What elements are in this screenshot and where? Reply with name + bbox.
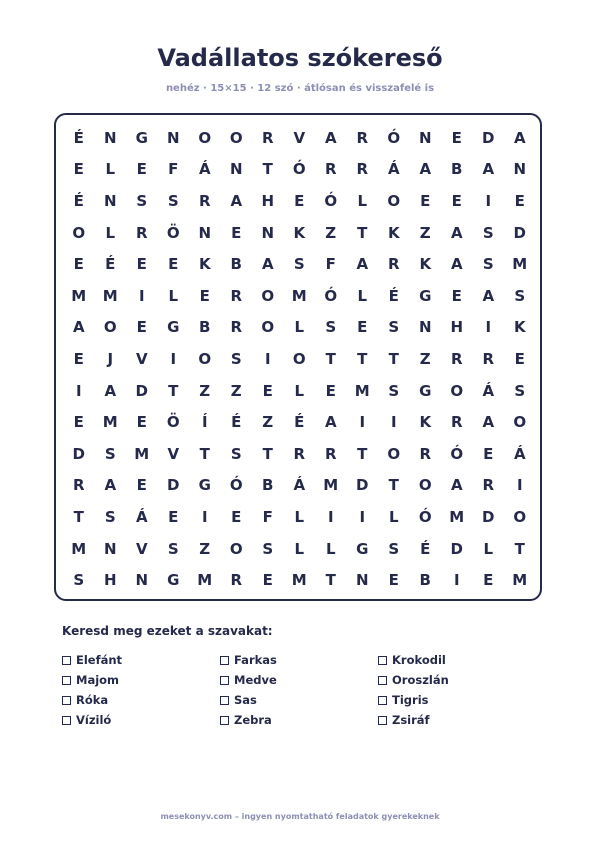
grid-cell[interactable]: I [359,507,366,526]
grid-cell[interactable]: G [167,318,180,337]
grid-cell[interactable]: L [388,507,399,526]
grid-cell[interactable]: S [388,539,400,558]
checkbox[interactable] [62,656,71,665]
grid-cell[interactable]: T [514,539,525,558]
grid-cell[interactable]: A [482,160,495,179]
grid-cell[interactable]: E [262,571,273,590]
grid-cell[interactable]: E [420,191,431,210]
checkbox[interactable] [378,696,387,705]
grid-cell[interactable]: T [325,349,336,368]
grid-cell[interactable]: S [167,191,179,210]
grid-cell[interactable]: T [262,160,273,179]
grid-cell[interactable]: É [105,255,116,274]
word-list-item[interactable] [220,690,378,710]
grid-cell[interactable]: S [388,381,400,400]
grid-cell[interactable]: T [357,444,368,463]
grid-cell[interactable]: M [512,255,528,274]
grid-cell[interactable]: F [168,160,179,179]
grid-cell[interactable]: T [357,349,368,368]
grid-cell[interactable]: B [262,476,274,495]
grid-cell[interactable]: E [325,381,336,400]
grid-cell[interactable]: E [136,413,147,432]
grid-cell[interactable]: A [513,128,526,147]
grid-cell[interactable]: K [293,223,306,242]
grid-cell[interactable]: E [388,571,399,590]
grid-cell[interactable]: O [387,444,401,463]
grid-cell[interactable]: N [103,128,117,147]
grid-cell[interactable]: E [73,413,84,432]
grid-cell[interactable]: E [168,507,179,526]
instructions-heading: Keresd meg ezeket a szavakat: [62,624,273,638]
word-label: Oroszlán [392,673,449,687]
grid-cell[interactable]: A [482,286,495,305]
grid-cell[interactable]: E [451,128,462,147]
grid-cell[interactable]: A [450,476,463,495]
grid-cell[interactable]: A [419,160,432,179]
grid-cell[interactable]: R [261,128,274,147]
grid-cell[interactable]: F [325,255,336,274]
grid-cell[interactable]: S [262,539,274,558]
grid-cell[interactable]: V [135,349,148,368]
grid-cell[interactable]: Ó [418,507,432,526]
grid-cell[interactable]: A [324,413,337,432]
grid-cell[interactable]: B [451,160,463,179]
grid-cell[interactable]: R [482,476,495,495]
grid-cell[interactable]: J [107,349,114,368]
grid-cell[interactable]: N [418,128,432,147]
word-label: Zebra [234,713,272,727]
grid-cell[interactable]: K [198,255,211,274]
grid-cell[interactable]: D [356,476,369,495]
grid-cell[interactable]: E [231,507,242,526]
grid-cell[interactable]: S [230,444,242,463]
grid-cell[interactable]: A [104,476,117,495]
grid-cell[interactable]: S [136,191,148,210]
grid-cell[interactable]: A [261,255,274,274]
grid-cell[interactable]: Z [199,539,211,558]
grid-cell[interactable]: Ó [387,128,401,147]
grid-cell[interactable]: O [261,318,275,337]
word-list-item[interactable] [62,650,220,670]
grid-cell[interactable]: E [294,191,305,210]
grid-cell[interactable]: R [135,223,148,242]
grid-cell[interactable]: N [103,191,117,210]
grid-cell[interactable]: B [199,318,211,337]
grid-cell[interactable]: I [390,413,397,432]
grid-cell[interactable]: I [453,571,460,590]
grid-cell[interactable]: S [482,223,494,242]
grid-cell[interactable]: N [229,160,243,179]
grid-cell[interactable]: G [419,286,432,305]
grid-cell[interactable]: G [135,128,148,147]
word-label: Róka [76,693,109,707]
word-list-item[interactable] [62,670,220,690]
grid-cell[interactable]: R [419,444,432,463]
grid-cell[interactable]: R [450,349,463,368]
grid-cell[interactable]: M [197,571,213,590]
word-label: Medve [234,673,277,687]
grid-cell[interactable]: Z [325,223,337,242]
letter-grid [63,122,536,596]
grid-cell[interactable]: S [73,571,85,590]
grid-cell[interactable]: Ó [229,476,243,495]
grid-cell[interactable]: M [449,507,465,526]
checkbox[interactable] [220,676,229,685]
grid-cell[interactable]: N [418,318,432,337]
grid-cell[interactable]: I [327,507,334,526]
grid-cell[interactable]: I [485,318,492,337]
grid-cell[interactable]: L [168,286,179,305]
grid-cell[interactable]: O [418,476,432,495]
word-label: Farkas [234,653,277,667]
grid-cell[interactable]: A [356,255,369,274]
word-list [62,650,532,730]
grid-cell[interactable]: H [103,571,117,590]
grid-cell[interactable]: S [167,539,179,558]
grid-cell[interactable]: R [356,160,369,179]
checkbox[interactable] [378,656,387,665]
grid-cell[interactable]: O [513,507,527,526]
grid-cell[interactable]: M [134,444,150,463]
grid-cell[interactable]: N [513,160,527,179]
grid-cell[interactable]: E [136,318,147,337]
grid-cell[interactable]: N [166,128,180,147]
grid-cell[interactable]: L [294,381,305,400]
grid-cell[interactable]: H [261,191,275,210]
grid-cell[interactable]: T [199,444,210,463]
page-title: Vadállatos szókereső [157,44,443,72]
page-subtitle: nehéz · 15×15 · 12 szó · átlósan és visszafelé is [165,83,435,94]
grid-cell[interactable]: S [293,255,305,274]
grid-cell[interactable]: I [359,413,366,432]
grid-cell[interactable]: E [73,349,84,368]
grid-cell[interactable]: T [73,507,84,526]
word-label: Elefánt [76,653,123,667]
grid-cell[interactable]: O [229,539,243,558]
grid-cell[interactable]: O [513,413,527,432]
checkbox[interactable] [378,716,387,725]
grid-cell[interactable]: V [135,539,148,558]
grid-cell[interactable]: O [229,128,243,147]
grid-cell[interactable]: H [450,318,464,337]
grid-cell[interactable]: N [355,571,369,590]
grid-cell[interactable]: G [198,476,211,495]
grid-cell[interactable]: A [324,128,337,147]
grid-cell[interactable]: S [104,507,116,526]
grid-cell[interactable]: I [201,507,208,526]
grid-cell[interactable]: T [325,571,336,590]
word-label: Tigris [392,693,429,707]
grid-cell[interactable]: D [72,444,85,463]
grid-cell[interactable]: S [514,381,526,400]
grid-cell[interactable]: L [294,507,305,526]
grid-cell[interactable]: E [514,191,525,210]
grid-cell[interactable]: K [513,318,526,337]
grid-cell[interactable]: I [170,349,177,368]
grid-cell[interactable]: Z [199,381,211,400]
grid-cell[interactable]: E [231,223,242,242]
grid-cell[interactable]: E [514,349,525,368]
grid-cell[interactable]: N [135,571,149,590]
word-list-item[interactable] [378,710,532,730]
grid-cell[interactable]: O [261,286,275,305]
grid-cell[interactable]: L [483,539,494,558]
word-list-item[interactable] [62,690,220,710]
grid-cell[interactable]: A [72,318,85,337]
grid-cell[interactable]: R [230,318,243,337]
grid-cell[interactable]: S [482,255,494,274]
grid-cell[interactable]: A [104,381,117,400]
grid-cell[interactable]: G [356,539,369,558]
grid-cell[interactable]: K [419,255,432,274]
grid-cell[interactable]: F [262,507,273,526]
grid-cell[interactable]: Z [230,381,242,400]
grid-cell[interactable]: E [73,160,84,179]
grid-cell[interactable]: O [72,223,86,242]
grid-cell[interactable]: N [198,223,212,242]
grid-cell[interactable]: R [198,191,211,210]
grid-cell[interactable]: O [198,128,212,147]
grid-cell[interactable]: S [388,318,400,337]
grid-cell[interactable]: T [262,444,273,463]
grid-cell[interactable]: M [71,286,87,305]
grid-cell[interactable]: D [135,381,148,400]
grid-cell[interactable]: Ó [450,444,464,463]
grid-cell[interactable]: L [294,539,305,558]
grid-cell[interactable]: R [324,444,337,463]
grid-cell[interactable]: Á [135,507,148,526]
grid-cell[interactable]: Ö [166,223,180,242]
grid-cell[interactable]: I [264,349,271,368]
grid-cell[interactable]: Á [387,160,400,179]
grid-cell[interactable]: E [451,191,462,210]
grid-cell[interactable]: T [168,381,179,400]
grid-cell[interactable]: L [105,223,116,242]
checkbox[interactable] [220,656,229,665]
checkbox[interactable] [220,696,229,705]
checkbox[interactable] [62,676,71,685]
grid-cell[interactable]: M [354,381,370,400]
grid-cell[interactable]: R [230,286,243,305]
grid-cell[interactable]: S [230,349,242,368]
grid-cell[interactable]: D [167,476,180,495]
grid-cell[interactable]: E [73,255,84,274]
grid-cell[interactable]: M [71,539,87,558]
grid-cell[interactable]: M [291,571,307,590]
grid-cell[interactable]: É [73,191,84,210]
word-list-item[interactable] [378,650,532,670]
grid-cell[interactable]: Ó [292,160,306,179]
grid-cell[interactable]: D [450,539,463,558]
word-list-item[interactable] [378,690,532,710]
grid-cell[interactable]: Ö [166,413,180,432]
grid-cell[interactable]: O [198,349,212,368]
grid-cell[interactable]: E [262,381,273,400]
grid-cell[interactable]: E [168,255,179,274]
grid-cell[interactable]: B [419,571,431,590]
grid-cell[interactable]: T [357,223,368,242]
grid-cell[interactable]: G [419,381,432,400]
grid-cell[interactable]: M [323,476,339,495]
grid-cell[interactable]: I [485,191,492,210]
grid-cell[interactable]: B [230,255,242,274]
grid-cell[interactable]: E [199,286,210,305]
word-list-item[interactable] [220,710,378,730]
grid-cell[interactable]: Á [482,381,495,400]
grid-cell[interactable]: K [419,413,432,432]
grid-cell[interactable]: E [483,571,494,590]
checkbox[interactable] [62,716,71,725]
grid-cell[interactable]: N [261,223,275,242]
grid-cell[interactable]: T [388,476,399,495]
grid-cell[interactable]: E [136,476,147,495]
grid-cell[interactable]: E [136,160,147,179]
grid-cell[interactable]: O [387,191,401,210]
grid-cell[interactable]: I [75,381,82,400]
grid-cell[interactable]: R [482,349,495,368]
grid-cell[interactable]: S [104,444,116,463]
grid-cell[interactable]: Z [419,223,431,242]
grid-cell[interactable]: D [482,128,495,147]
grid-cell[interactable]: Í [201,413,208,432]
grid-cell[interactable]: É [73,128,84,147]
grid-cell[interactable]: R [387,255,400,274]
grid-cell[interactable]: S [325,318,337,337]
grid-cell[interactable]: O [292,349,306,368]
grid-cell[interactable]: E [451,286,462,305]
grid-cell[interactable]: M [291,286,307,305]
grid-cell[interactable]: N [103,539,117,558]
grid-cell[interactable]: R [230,571,243,590]
word-list-item[interactable] [220,650,378,670]
word-label: Majom [76,673,120,687]
grid-cell[interactable]: M [102,286,118,305]
grid-cell[interactable]: I [138,286,145,305]
grid-cell[interactable]: Ó [324,191,338,210]
grid-cell[interactable]: É [420,539,431,558]
grid-cell[interactable]: Á [198,160,211,179]
grid-cell[interactable]: É [231,413,242,432]
page-footer: mesekonyv.com – ingyen nyomtatható feladatok gyerekeknek [160,812,440,821]
word-list-item[interactable] [220,670,378,690]
grid-cell[interactable]: Z [262,413,274,432]
grid-cell[interactable]: A [450,255,463,274]
grid-cell[interactable]: V [167,444,180,463]
grid-cell[interactable]: T [388,349,399,368]
grid-cell[interactable]: Z [419,349,431,368]
grid-cell[interactable]: M [102,413,118,432]
grid-cell[interactable]: A [482,413,495,432]
grid-cell[interactable]: L [325,539,336,558]
grid-cell[interactable]: R [324,160,337,179]
grid-cell[interactable]: O [103,318,117,337]
grid-cell[interactable]: L [105,160,116,179]
word-list-item[interactable] [62,710,220,730]
checkbox[interactable] [378,676,387,685]
checkbox[interactable] [220,716,229,725]
grid-cell[interactable]: G [167,571,180,590]
grid-cell[interactable]: É [294,413,305,432]
word-list-item[interactable] [378,670,532,690]
grid-cell[interactable]: V [293,128,306,147]
grid-cell[interactable]: E [136,255,147,274]
word-label: Víziló [76,713,112,727]
grid-cell[interactable]: M [512,571,528,590]
grid-cell[interactable]: E [357,318,368,337]
grid-cell[interactable]: R [293,444,306,463]
grid-cell[interactable]: L [294,318,305,337]
grid-cell[interactable]: A [450,223,463,242]
grid-cell[interactable]: I [516,476,523,495]
grid-cell[interactable]: Á [293,476,306,495]
grid-cell[interactable]: R [72,476,85,495]
grid-cell[interactable]: É [388,286,399,305]
grid-cell[interactable]: R [356,128,369,147]
grid-cell[interactable]: L [357,191,368,210]
grid-cell[interactable]: K [387,223,400,242]
grid-cell[interactable]: Ó [324,286,338,305]
grid-cell[interactable]: L [357,286,368,305]
grid-cell[interactable]: D [513,223,526,242]
checkbox[interactable] [62,696,71,705]
word-label: Sas [234,693,257,707]
word-label: Krokodil [392,653,446,667]
word-label: Zsiráf [392,713,430,727]
grid-cell[interactable]: S [514,286,526,305]
grid-cell[interactable]: A [230,191,243,210]
grid-cell[interactable]: R [450,413,463,432]
grid-cell[interactable]: D [482,507,495,526]
grid-cell[interactable]: O [450,381,464,400]
grid-cell[interactable]: Á [513,444,526,463]
grid-cell[interactable]: E [483,444,494,463]
